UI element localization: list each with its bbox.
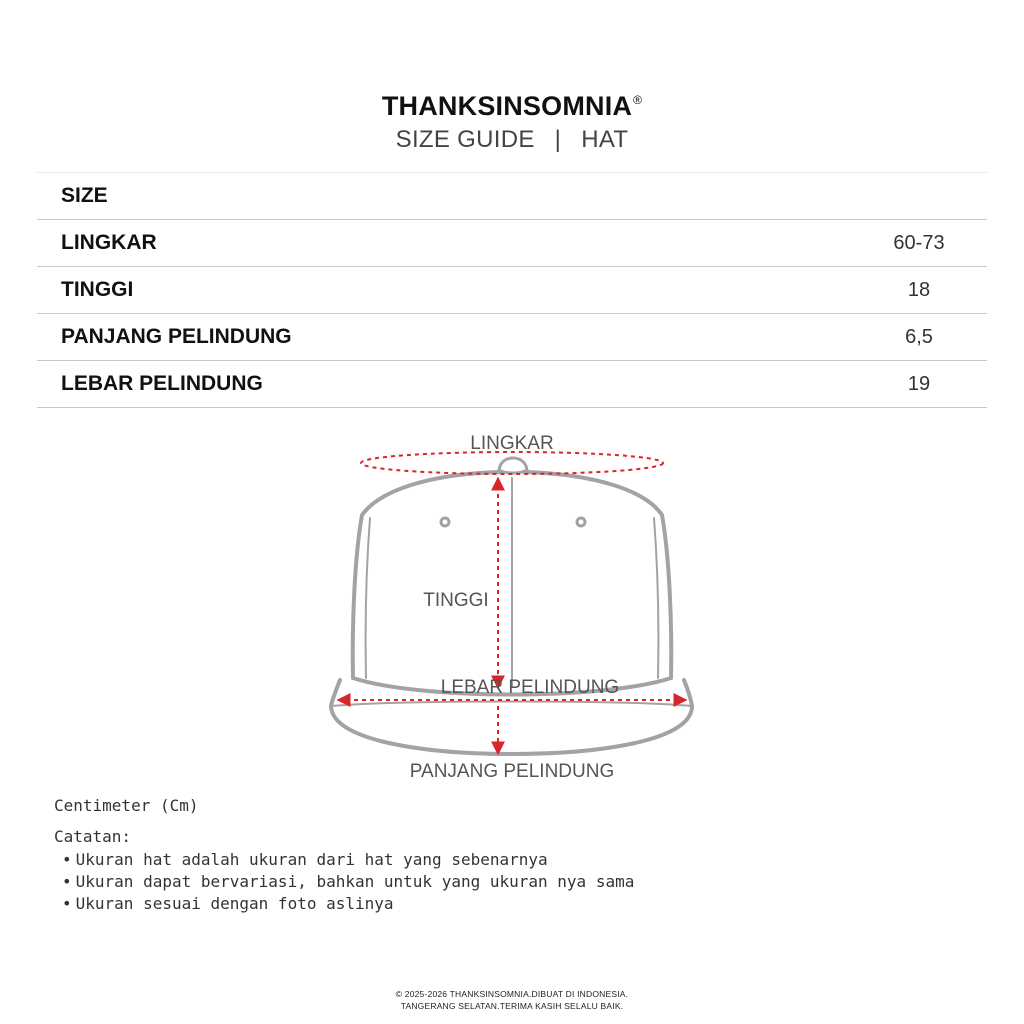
row-label: TINGGI bbox=[61, 278, 134, 301]
notes-list bbox=[62, 849, 634, 915]
row-value: 18 bbox=[907, 279, 931, 301]
subtitle-separator: | bbox=[554, 126, 562, 153]
note-item: • Ukuran sesuai dengan foto aslinya bbox=[62, 893, 634, 915]
footer bbox=[0, 988, 1024, 1012]
unit-note: Centimeter (Cm) bbox=[54, 796, 199, 815]
brand-name: THANKSINSOMNIA bbox=[381, 91, 633, 121]
note-item: • Ukuran hat adalah ukuran dari hat yang sebenarnya bbox=[62, 849, 634, 871]
row-label: LINGKAR bbox=[61, 231, 157, 254]
footer-line-1: © 2025-2026 THANKSINSOMNIA.DIBUAT DI INDONESIA. bbox=[395, 989, 629, 999]
row-label: PANJANG PELINDUNG bbox=[61, 325, 292, 348]
label-circumference: LINGKAR bbox=[470, 433, 554, 454]
hat-outline bbox=[331, 458, 692, 754]
label-height: TINGGI bbox=[423, 590, 489, 611]
notes-title: Catatan: bbox=[54, 827, 132, 846]
footer-line-2: TANGERANG SELATAN.TERIMA KASIH SELALU BAIK. bbox=[400, 1001, 624, 1011]
row-value: 60-73 bbox=[893, 232, 945, 254]
row-value: 6,5 bbox=[905, 326, 933, 348]
subtitle-guide: SIZE GUIDE bbox=[395, 126, 535, 153]
subtitle-product: HAT bbox=[581, 126, 629, 153]
row-label: LEBAR PELINDUNG bbox=[61, 372, 263, 395]
note-item: • Ukuran dapat bervariasi, bahkan untuk yang ukuran nya sama bbox=[62, 871, 634, 893]
label-brim-width: LEBAR PELINDUNG bbox=[440, 677, 620, 698]
label-brim-length: PANJANG PELINDUNG bbox=[409, 761, 615, 782]
table-header-label: SIZE bbox=[61, 184, 108, 207]
registered-mark: ® bbox=[633, 93, 643, 107]
row-value: 19 bbox=[907, 373, 931, 395]
circumference-measure bbox=[361, 452, 663, 474]
